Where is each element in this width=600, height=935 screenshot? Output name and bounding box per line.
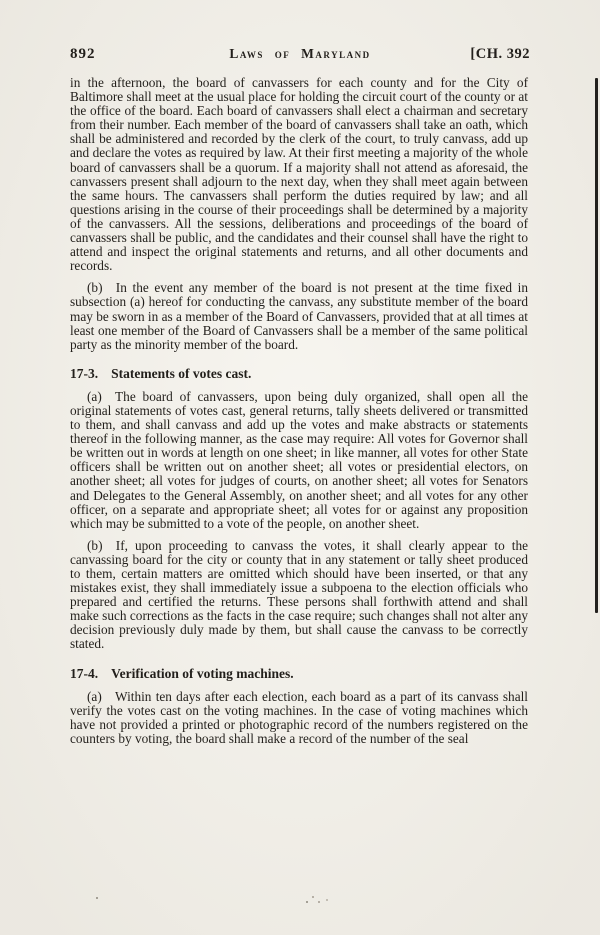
section-title: Verification of voting machines. xyxy=(111,665,294,681)
section-number: 17-4. xyxy=(70,665,99,681)
paragraph-subsection-a: (a) The board of canvassers, upon being duly organized, shall open all the original statements of votes cast, general returns, tally sheets delivered or transmitted to them, and shall canvass and add up the votes and make abstracts or statements thereof in the following manner, as the case may require: All votes for Governor shall be written out in words at length on one sheet; in like manner, all votes for other State officers shall be written out on another sheet; all votes or presidential electors, on another sheet; all votes for judges of courts, on another sheet; all votes for Senators and Delegates to the General Assembly, on another sheet; and all votes for any other officer, on a separate and appropriate sheet; all votes for or against any proposition which may be submitted to a vote of the people, on another sheet. xyxy=(70,388,528,531)
running-head-title: Laws of Maryland xyxy=(229,46,371,61)
paragraph-subsection-b: (b) In the event any member of the board is not present at the time fixed in subsection (a) hereof for conducting the canvass, any substitute member of the board may be sworn in as a member of the Board of Canvassers, provided that at all times at least one member of the Board of Canvassers shall be a member of the same political party as the minority member of the board. xyxy=(70,280,528,352)
page-header xyxy=(70,46,530,63)
paragraph-subsection-b: (b) If, upon proceeding to canvass the votes, it shall clearly appear to the canvassing board for the city or county that in any statement or tally sheet produced to them, certain matters are omitted which should have been inserted, or that any mistakes exist, they shall immediately issue a subpoena to the election officials who prepared and certified the returns. These persons shall forthwith attend and shall make such corrections as the facts in the case require; such changes shall not alter any decision previously duly made by them, but shall cause the canvass to be correctly stated. xyxy=(70,537,528,652)
paragraph-continuation: in the afternoon, the board of canvassers for each county and for the City of Baltimore shall meet at the usual place for holding the circuit court of the county or at the office of the board. Each board of canvassers shall elect a chairman and secretary from their number. Each member of the board of canvassers shall take an oath, which shall be administered and recorded by the clerk of the court, to truly canvass, add up and declare the votes as required by law. At their first meeting a majority of the whole board of canvassers shall be a quorum. If a majority shall not attend as aforesaid, the canvassers present shall adjourn to the next day, when they shall meet again between the same hours. The canvassers shall perform the duties required by law; and all questions arising in the course of their proceedings shall be determined by a majority of the canvassers. All the sessions, deliberations and proceedings of the board of canvassers shall be public, and the candidates and their counsel shall have the right to attend and inspect the original statements and returns, and all other documents and records. xyxy=(70,75,528,274)
chapter-reference: [CH. 392 xyxy=(470,46,530,62)
scan-artifact-right-edge-line xyxy=(595,78,598,613)
section-heading-17-4 xyxy=(70,667,528,681)
scan-artifact-bottom-marks xyxy=(96,897,98,899)
page-number: 892 xyxy=(70,46,96,62)
paragraph-subsection-a: (a) Within ten days after each election, each board as a part of its canvass shall verify the votes cast on the voting machines. In the case of voting machines which have not provided a printed or photographic record of the numbers registered on the counters by voting, the board shall make a record of the number of the seal xyxy=(70,688,528,746)
section-heading-17-3 xyxy=(70,367,528,381)
section-title: Statements of votes cast. xyxy=(111,365,252,381)
text-block xyxy=(70,76,528,754)
section-number: 17-3. xyxy=(70,365,99,381)
